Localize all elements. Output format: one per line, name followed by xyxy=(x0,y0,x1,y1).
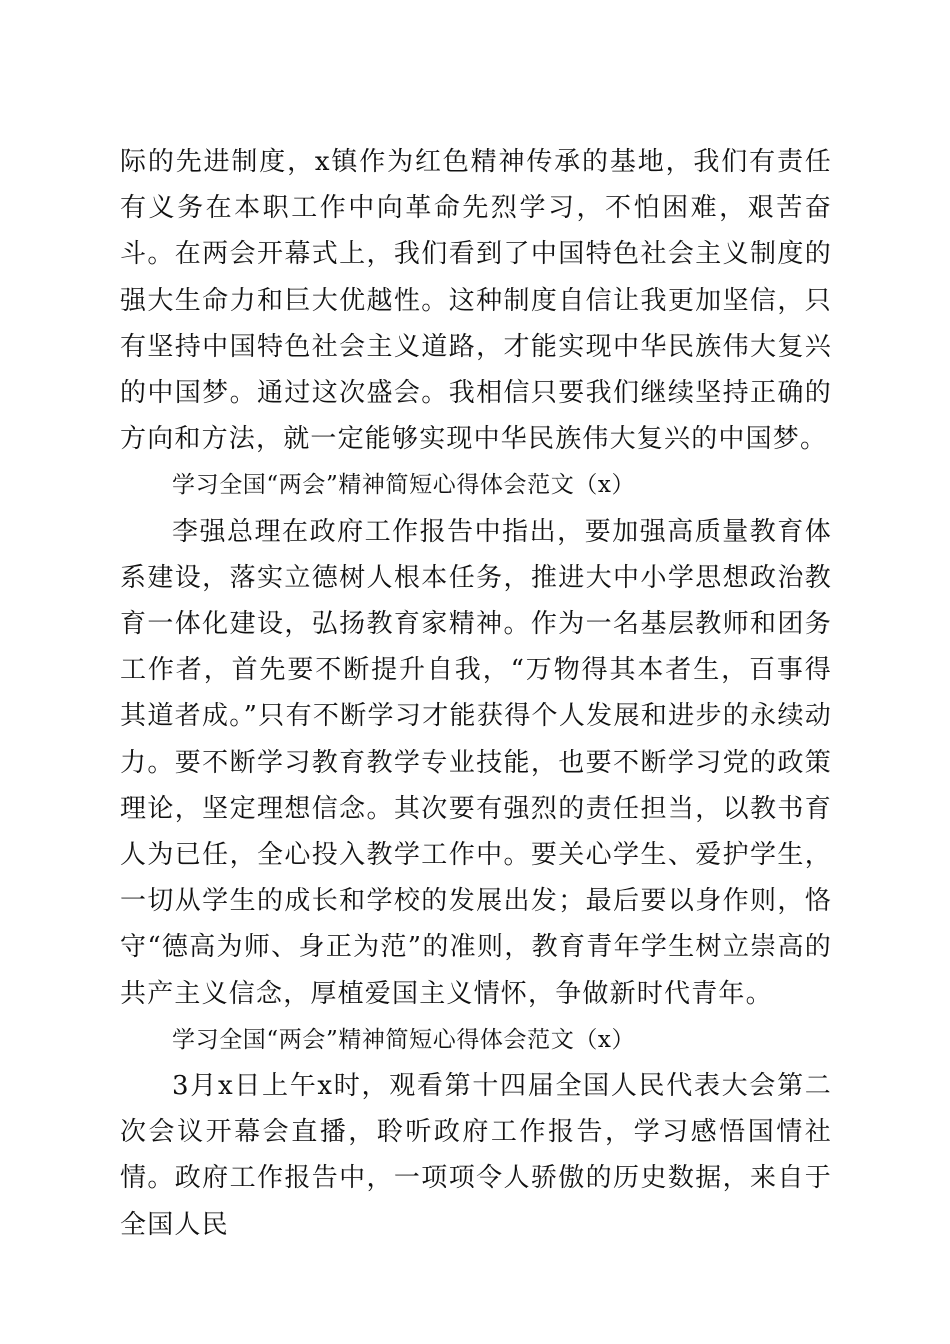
body-paragraph: 际的先进制度，x镇作为红色精神传承的基地，我们有责任有义务在本职工作中向革命先烈学习，不怕困难，艰苦奋斗。在两会开幕式上，我们看到了中国特色社会主义制度的强大生命力和巨大优越性。这种制度自信让我更加坚信，只有坚持中国特色社会主义道路，才能实现中华民族伟大复兴的中国梦。通过这次盛会。我相信只要我们继续坚持正确的方向和方法，就一定能够实现中华民族伟大复兴的中国梦。 xyxy=(120,147,832,455)
body-paragraph: 3月x日上午x时，观看第十四届全国人民代表大会第二次会议开幕会直播，聆听政府工作报告，学习感悟国情社情。政府工作报告中，一项项令人骄傲的历史数据，来自于全国人民 xyxy=(120,1071,832,1240)
section-heading: 学习全国“两会”精神简短心得体会范文（x） xyxy=(172,472,636,499)
section-heading: 学习全国“两会”精神简短心得体会范文（x） xyxy=(172,1026,636,1053)
body-paragraph: 李强总理在政府工作报告中指出，要加强高质量教育体系建设，落实立德树人根本任务，推进大中小学思想政治教育一体化建设，弘扬教育家精神。作为一名基层教师和团务工作者，首先要不断提升自我，“万物得其本者生，百事得其道者成。”只有不断学习才能获得个人发展和进步的永续动力。要不断学习教育教学专业技能，也要不断学习党的政策理论，坚定理想信念。其次要有强烈的责任担当，以教书育人为已任，全心投入教学工作中。要关心学生、爱护学生，一切从学生的成长和学校的发展出发；最后要以身作则，恪守“德高为师、身正为范”的准则，教育青年学生树立崇高的共产主义信念，厚植爱国主义情怀，争做新时代青年。 xyxy=(120,516,832,1009)
document-body xyxy=(120,139,832,1248)
